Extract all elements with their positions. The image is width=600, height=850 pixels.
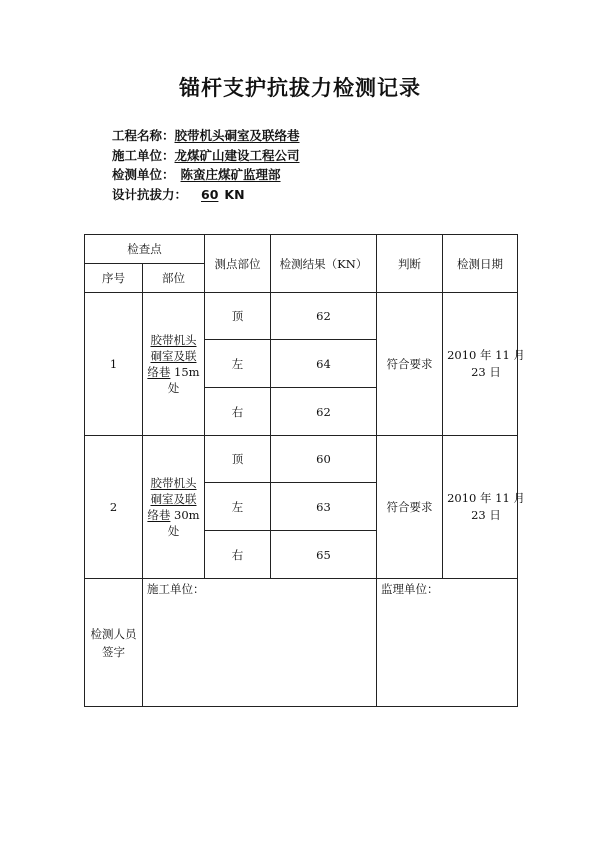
header-measure-pos: 测点部位 <box>205 235 271 293</box>
design-unit: KN <box>224 186 245 202</box>
group-date: 2010 年 11 月 23 日 <box>443 436 518 579</box>
project-label: 工程名称： <box>112 128 175 143</box>
page-title: 锚杆支护抗拔力检测记录 <box>179 76 421 100</box>
builder-label: 施工单位： <box>112 147 175 163</box>
inspector-label: 检测单位： <box>112 167 175 182</box>
point-pos: 顶 <box>205 293 271 340</box>
point-value: 63 <box>271 483 377 531</box>
location-underlined: 胶带机头硐室及联络巷 <box>147 333 197 379</box>
project-line <box>112 126 300 146</box>
header-judgment: 判断 <box>377 235 443 293</box>
point-value: 60 <box>271 436 377 483</box>
group-seq: 2 <box>85 436 143 579</box>
header-date: 检测日期 <box>443 235 518 293</box>
signature-label: 检测人员签字 <box>85 579 143 707</box>
group-seq: 1 <box>85 293 143 436</box>
point-pos: 左 <box>205 483 271 531</box>
group-judgment: 符合要求 <box>377 293 443 436</box>
signature-builder: 施工单位： <box>143 579 377 707</box>
header-checkpoint: 检查点 <box>85 235 205 264</box>
design-line <box>112 185 300 205</box>
location-underlined: 胶带机头硐室及联络巷 <box>147 476 197 522</box>
group-location <box>143 436 205 579</box>
point-value: 62 <box>271 293 377 340</box>
record-table <box>84 234 525 707</box>
point-pos: 右 <box>205 531 271 579</box>
header-location: 部位 <box>143 264 205 293</box>
project-value: 胶带机头硐室及联络巷 <box>174 128 300 143</box>
builder-line <box>112 146 300 166</box>
signature-supervisor: 监理单位： <box>377 579 518 707</box>
point-value: 62 <box>271 388 377 436</box>
table-row <box>85 436 518 483</box>
builder-value: 龙煤矿山建设工程公司 <box>174 147 300 163</box>
group-date: 2010 年 11 月 23 日 <box>443 293 518 436</box>
table-row <box>85 293 518 340</box>
point-value: 64 <box>271 340 377 388</box>
inspector-value: 陈蛮庄煤矿监理部 <box>180 167 281 182</box>
location-rest: 15m处 <box>167 365 200 395</box>
group-judgment: 符合要求 <box>377 436 443 579</box>
point-pos: 左 <box>205 340 271 388</box>
header-seq: 序号 <box>85 264 143 293</box>
design-label: 设计抗拔力： <box>112 186 188 202</box>
point-pos: 顶 <box>205 436 271 483</box>
group-location <box>143 293 205 436</box>
design-value: 60 <box>201 186 219 202</box>
header-result: 检测结果（KN） <box>271 235 377 293</box>
location-rest: 30m处 <box>167 508 200 538</box>
info-block <box>112 126 300 204</box>
inspector-line <box>112 165 300 185</box>
point-pos: 右 <box>205 388 271 436</box>
point-value: 65 <box>271 531 377 579</box>
